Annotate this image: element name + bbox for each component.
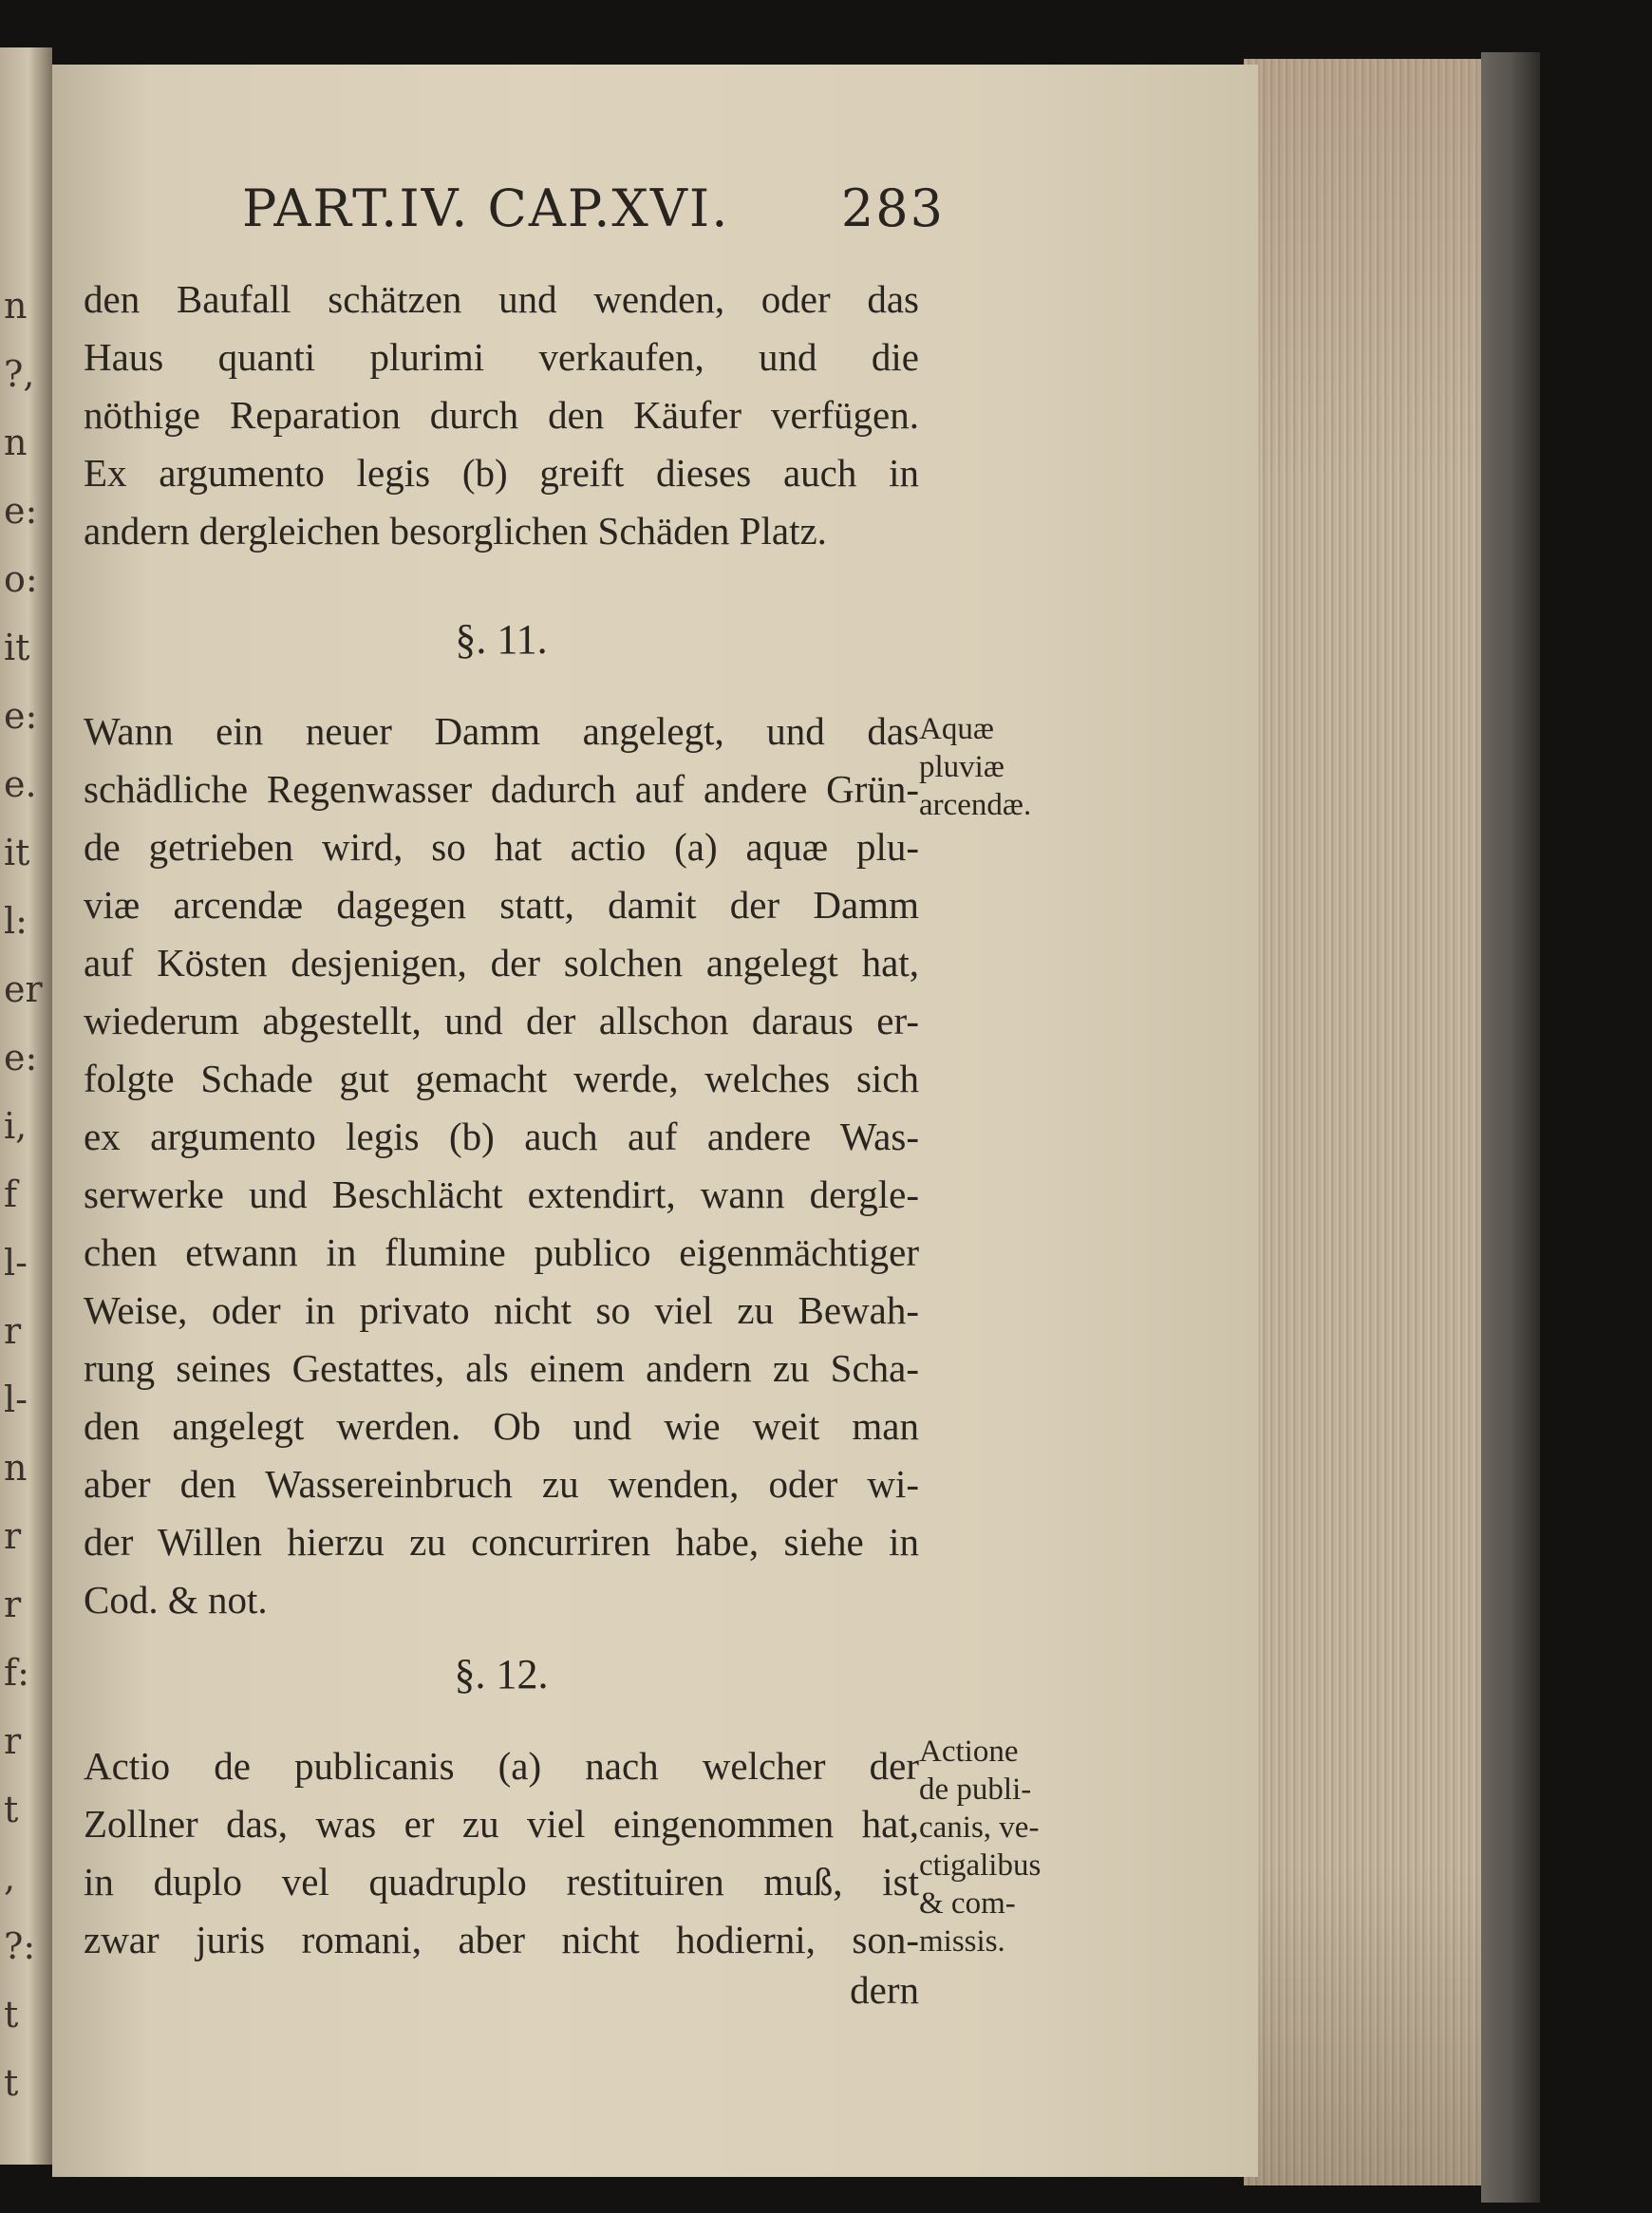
text-line: ex argumento legis (b) auch auf andere Was- (84, 1115, 919, 1158)
previous-page-fragment: f (4, 1173, 18, 1215)
previous-page-edge (0, 47, 52, 2165)
previous-page-fragment: , (4, 1857, 16, 1899)
catchword: dern (850, 1968, 919, 2012)
text-line: aber den Wassereinbruch zu wenden, oder wi- (84, 1462, 919, 1506)
previous-page-fragment: e. (4, 763, 37, 805)
text-line: serwerke und Beschlächt extendirt, wann dergle- (84, 1172, 919, 1216)
margin-note-line: Aquæ (919, 712, 994, 746)
text-line: Weise, oder in privato nicht so viel zu Bewah- (84, 1288, 919, 1332)
previous-page-fragment: t (4, 1994, 19, 2035)
previous-page-fragment: ?, (4, 353, 35, 395)
text-line: wiederum abgestellt, und der allschon daraus er- (84, 999, 919, 1042)
text-line: in duplo vel quadruplo restituiren muß, ist (84, 1860, 919, 1904)
previous-page-fragment: l: (4, 900, 28, 942)
text-line: Zollner das, was er zu viel eingenommen hat, (84, 1802, 919, 1846)
margin-note-aquae-pluviae (919, 710, 1085, 824)
margin-note-line: pluviæ (919, 750, 1004, 784)
previous-page-fragment: ?: (4, 1925, 36, 1967)
running-header (242, 178, 945, 245)
text-line: den angelegt werden. Ob und wie weit man (84, 1404, 919, 1448)
paragraph-2 (84, 703, 919, 1629)
text-line: Haus quanti plurimi verkaufen, und die (84, 335, 919, 379)
text-line: chen etwann in flumine publico eigenmächtiger (84, 1230, 919, 1274)
margin-note-line: Actione (919, 1735, 1019, 1769)
margin-note-line: arcendæ. (919, 788, 1032, 822)
section-heading-11: §. 11. (455, 616, 548, 663)
text-line: nöthige Reparation durch den Käufer verfügen. (84, 393, 919, 437)
previous-page-fragment: o: (4, 558, 38, 600)
text-line: andern dergleichen besorglichen Schäden Platz. (84, 509, 827, 553)
previous-page-fragment: n (4, 422, 28, 463)
book-cover-edge (1481, 52, 1540, 2203)
page-number: 283 (840, 178, 945, 238)
previous-page-fragment: l- (4, 1242, 28, 1284)
text-line: Wann ein neuer Damm angelegt, und das (84, 709, 919, 753)
previous-page-fragment: t (4, 2062, 19, 2104)
margin-note-actione-de-publicanis (919, 1733, 1085, 1960)
section-heading-12: §. 12. (454, 1651, 549, 1697)
text-line: Actio de publicanis (a) nach welcher der (84, 1744, 919, 1788)
previous-page-fragment: l- (4, 1378, 28, 1420)
margin-note-line: & com- (919, 1886, 1016, 1921)
previous-page-fragment: i, (4, 1105, 28, 1147)
text-line: Cod. & not. (84, 1578, 268, 1622)
previous-page-fragment: r (4, 1310, 22, 1352)
margin-note-line: canis, ve- (919, 1810, 1040, 1845)
previous-page-fragment: t (4, 1789, 19, 1830)
previous-page-fragment: it (4, 627, 30, 668)
text-line: zwar juris romani, aber nicht hodierni, son- (84, 1918, 919, 1961)
text-line: viæ arcendæ dagegen statt, damit der Damm (84, 883, 919, 927)
previous-page-fragment: r (4, 1515, 22, 1557)
previous-page-fragment: n (4, 285, 28, 327)
previous-page-fragment: f: (4, 1652, 29, 1694)
paragraph-1 (84, 271, 919, 560)
previous-page-fragment: it (4, 832, 30, 873)
text-line: rung seines Gestattes, als einem andern zu Scha- (84, 1346, 919, 1390)
text-line: auf Kösten desjenigen, der solchen angelegt hat, (84, 941, 919, 985)
text-line: de getrieben wird, so hat actio (a) aquæ plu- (84, 825, 919, 869)
previous-page-fragment: e: (4, 695, 38, 737)
previous-page-fragment: r (4, 1584, 22, 1625)
running-title: PART.IV. CAP.XVI. (242, 178, 730, 238)
previous-page-fragment: r (4, 1720, 22, 1762)
margin-note-line: ctigalibus (919, 1848, 1042, 1883)
text-line: schädliche Regenwasser dadurch auf andere Grün- (84, 767, 919, 811)
margin-note-line: de publi- (919, 1772, 1032, 1807)
text-line: folgte Schade gut gemacht werde, welches sich (84, 1057, 919, 1100)
text-line: der Willen hierzu zu concurriren habe, siehe in (84, 1520, 919, 1564)
text-line: Ex argumento legis (b) greift dieses auch in (84, 451, 919, 495)
margin-note-line: missis. (919, 1924, 1005, 1959)
previous-page-fragment: e: (4, 1037, 38, 1078)
previous-page-fragment: e: (4, 490, 38, 532)
previous-page-fragment: er (4, 968, 43, 1010)
paragraph-3 (84, 1737, 919, 1969)
text-line: den Baufall schätzen und wenden, oder das (84, 277, 919, 321)
previous-page-fragment: n (4, 1447, 28, 1489)
